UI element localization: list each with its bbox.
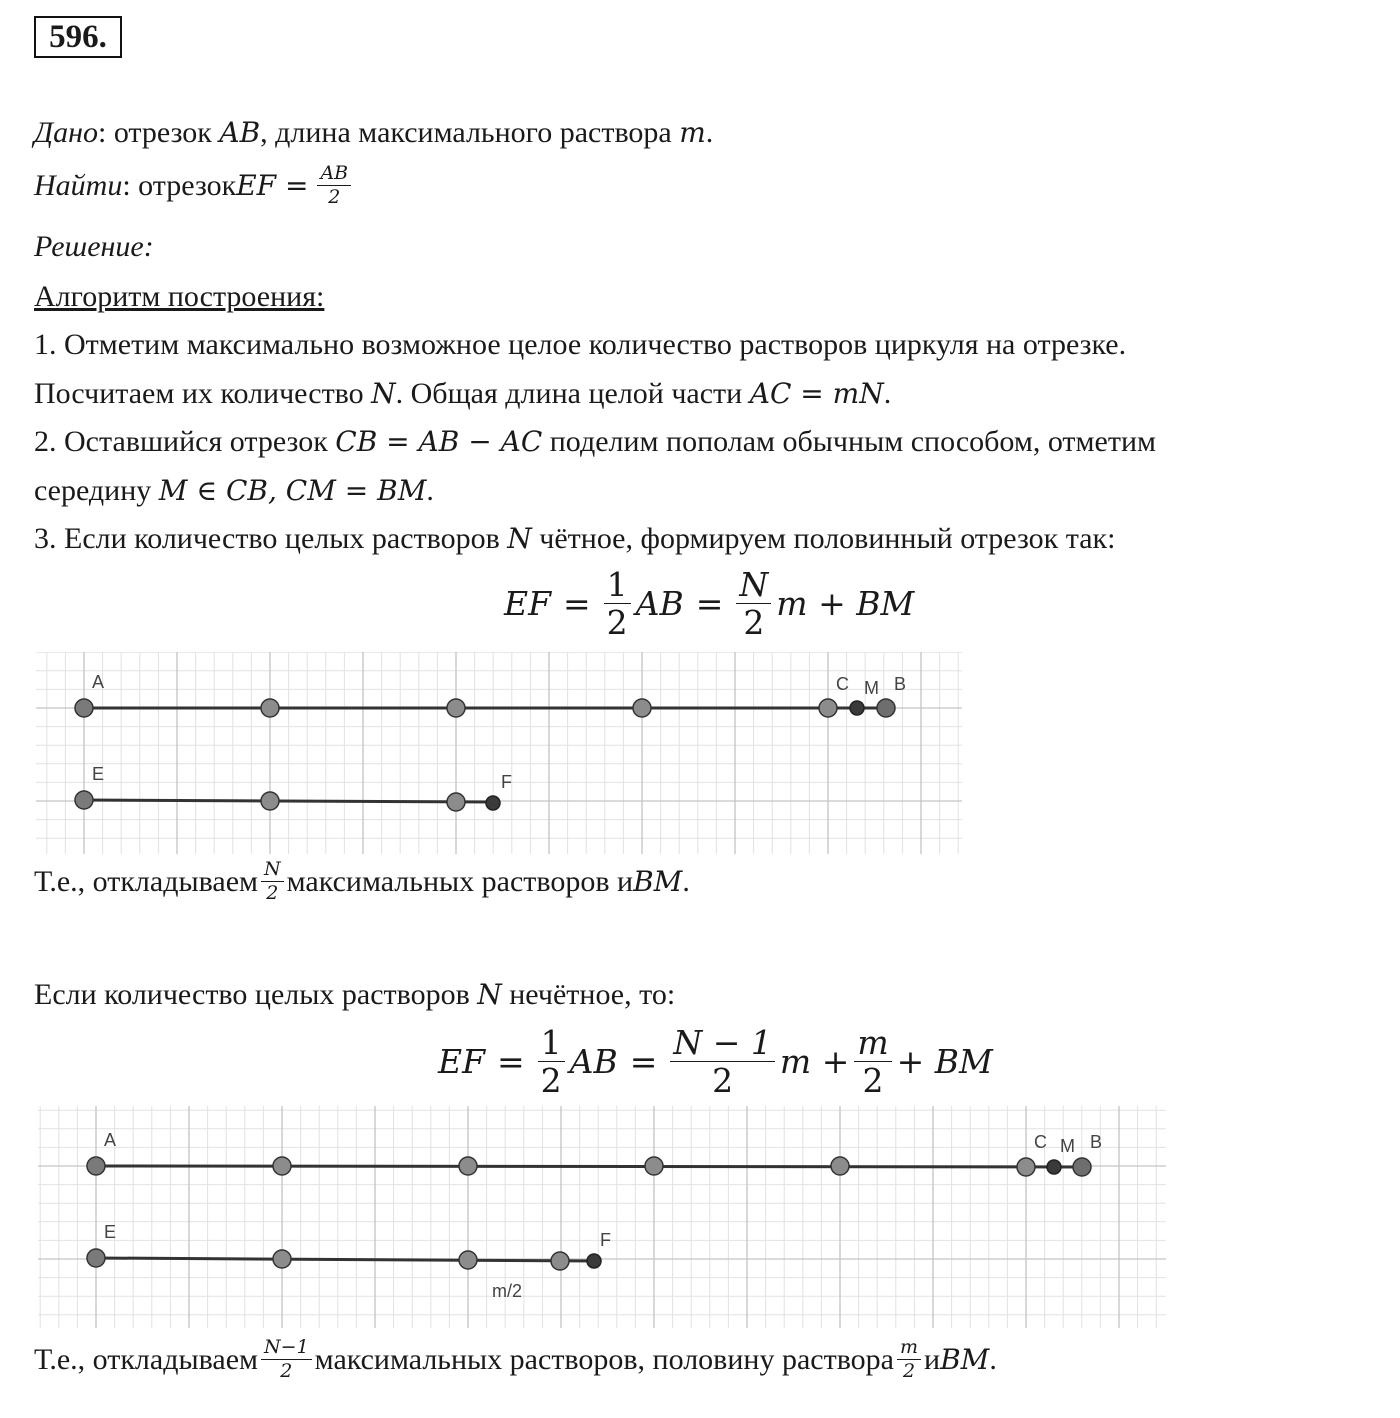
diagram-odd <box>38 1106 1166 1328</box>
co-bm: BM <box>940 1343 990 1376</box>
conclusion-odd <box>34 1338 997 1381</box>
fo-frac-half <box>538 1023 565 1100</box>
step3-line <box>34 522 1115 556</box>
odd-text-a: Если количество целых растворов <box>34 978 478 1011</box>
label-A: A <box>104 1130 117 1150</box>
co-text-b: максимальных растворов, половину раствора <box>314 1342 894 1376</box>
point-F <box>587 1254 601 1268</box>
step1-line1: 1. Отметим максимально возможное целое количество растворов циркуля на отрезке. <box>34 328 1127 361</box>
grid-major <box>36 652 962 854</box>
step2-eq2: M ∈ CB, CM = BM <box>158 474 427 507</box>
point-E1 <box>273 1250 291 1268</box>
ce-text-a: Т.е., откладываем <box>34 864 259 898</box>
label-F: F <box>501 772 512 792</box>
point-M <box>850 701 864 715</box>
step2-text-b: поделим пополам обычным способом, отметим <box>542 425 1156 458</box>
find-text: : отрезок <box>122 168 237 202</box>
fo-eq: = <box>497 1042 525 1081</box>
point-E1 <box>261 792 279 810</box>
step1-text-b: . Общая длина целой части <box>395 377 750 410</box>
co-text-a: Т.е., откладываем <box>34 1342 259 1376</box>
given-line <box>34 116 713 150</box>
step1-text-a: Посчитаем их количество <box>34 377 372 410</box>
algorithm-label: Алгоритм построения: <box>34 280 325 313</box>
step2-eq: CB = AB − AC <box>335 425 543 458</box>
formula-even <box>502 565 916 642</box>
fo-eq2: = <box>629 1042 658 1081</box>
point-E2 <box>447 793 465 811</box>
fo-lhs: EF <box>438 1042 485 1081</box>
label-B: B <box>894 674 907 694</box>
problem-number: 596. <box>34 16 122 58</box>
point-4 <box>831 1157 849 1175</box>
odd-text-b: нечётное, то: <box>501 978 676 1011</box>
ce-text-b: максимальных растворов и <box>286 864 634 898</box>
fo-f3n: m <box>854 1026 891 1062</box>
given-segment: AB <box>219 116 261 149</box>
conclusion-even <box>34 860 690 903</box>
point-F <box>486 796 500 810</box>
find-fraction <box>317 164 351 207</box>
point-1 <box>261 699 279 717</box>
label-B: B <box>1090 1132 1103 1152</box>
point-M <box>1047 1160 1061 1174</box>
segment-AB <box>96 1166 1084 1167</box>
step3-text-a: 3. Если количество целых растворов <box>34 522 508 555</box>
odd-intro <box>34 978 675 1012</box>
label-M: M <box>1060 1136 1075 1156</box>
label-C: C <box>1034 1132 1047 1152</box>
odd-N: N <box>477 978 502 1011</box>
point-2 <box>459 1157 477 1175</box>
point-3 <box>633 699 651 717</box>
co-fd: 2 <box>280 1360 293 1382</box>
co-md: 2 <box>902 1360 916 1382</box>
fe-eq: = <box>563 584 591 623</box>
given-dot: . <box>705 116 714 149</box>
point-A <box>87 1157 105 1175</box>
segment-EF <box>84 800 494 802</box>
co-text-c: и <box>924 1342 941 1376</box>
point-B <box>1073 1158 1091 1176</box>
fo-m: m + <box>779 1042 850 1081</box>
ce-fd: 2 <box>266 882 279 904</box>
label-C: C <box>836 674 849 694</box>
co-fn: N−1 <box>261 1338 312 1360</box>
step3-N: N <box>507 522 532 555</box>
step2-dot: . <box>426 474 434 507</box>
step2-text-c: середину <box>34 474 159 507</box>
step2-line2 <box>34 474 434 508</box>
fo-frac-N1 <box>670 1023 775 1100</box>
step2-line1 <box>34 425 1156 459</box>
step3-text-b: чётное, формируем половинный отрезок так: <box>531 522 1116 555</box>
point-A <box>75 699 93 717</box>
find-ef: EF = <box>236 169 309 202</box>
fo-frac-m <box>854 1023 891 1100</box>
ce-dot: . <box>682 864 690 898</box>
point-C <box>1017 1158 1035 1176</box>
co-fraction-N1 <box>261 1338 312 1381</box>
find-fraction-num: AB <box>317 164 351 186</box>
point-3 <box>645 1157 663 1175</box>
fe-frac-N <box>736 565 771 642</box>
given-text: : отрезок <box>97 116 220 149</box>
ce-fraction <box>261 860 284 903</box>
point-E <box>87 1249 105 1267</box>
given-m: m <box>679 116 706 149</box>
find-line <box>34 164 354 207</box>
fe-ab: AB <box>635 584 684 623</box>
label-A: A <box>92 672 105 692</box>
fe-frac-half <box>604 565 631 642</box>
ce-fn: N <box>261 860 284 882</box>
grid-fine <box>38 1106 1166 1328</box>
fo-f2d: 2 <box>712 1061 734 1100</box>
fe-eq2: = <box>695 584 724 623</box>
label-F: F <box>600 1230 611 1250</box>
given-label: Дано <box>34 116 98 149</box>
fo-f1d: 2 <box>540 1061 562 1100</box>
step2-text-a: 2. Оставшийся отрезок <box>34 425 336 458</box>
find-fraction-den: 2 <box>328 186 341 208</box>
fe-f1d: 2 <box>606 603 628 642</box>
grid-fine <box>36 652 962 854</box>
point-B <box>877 699 895 717</box>
point-C <box>819 699 837 717</box>
co-mn: m <box>897 1338 921 1360</box>
step1-N: N <box>371 377 396 410</box>
label-m-half: m/2 <box>492 1281 523 1301</box>
fo-f2n: N − 1 <box>670 1026 775 1062</box>
fe-lhs: EF <box>504 584 551 623</box>
fe-f2d: 2 <box>743 603 765 642</box>
fe-f2n: N <box>736 568 771 604</box>
diagram-even <box>36 652 962 854</box>
fe-tail: m + BM <box>776 584 915 623</box>
fo-ab: AB <box>569 1042 618 1081</box>
step1-eq: AC = mN <box>749 377 884 410</box>
co-fraction-m <box>897 1338 921 1381</box>
point-1 <box>273 1157 291 1175</box>
point-E-half <box>551 1252 569 1270</box>
fo-tail: + BM <box>896 1042 993 1081</box>
label-E: E <box>104 1222 117 1242</box>
point-E <box>75 791 93 809</box>
co-dot: . <box>989 1342 997 1376</box>
label-E: E <box>92 764 105 784</box>
ce-bm: BM <box>633 865 683 898</box>
fe-f1n: 1 <box>604 568 631 604</box>
fo-f1n: 1 <box>538 1026 565 1062</box>
step1-dot: . <box>883 377 892 410</box>
step1-line2 <box>34 377 891 411</box>
label-M: M <box>864 678 879 698</box>
formula-odd <box>436 1023 995 1100</box>
point-2 <box>447 699 465 717</box>
solution-label: Решение: <box>34 230 154 263</box>
find-label: Найти <box>34 168 123 202</box>
point-E2 <box>459 1251 477 1269</box>
given-rest: , длина максимального раствора <box>260 116 680 149</box>
fo-f3d: 2 <box>862 1061 884 1100</box>
